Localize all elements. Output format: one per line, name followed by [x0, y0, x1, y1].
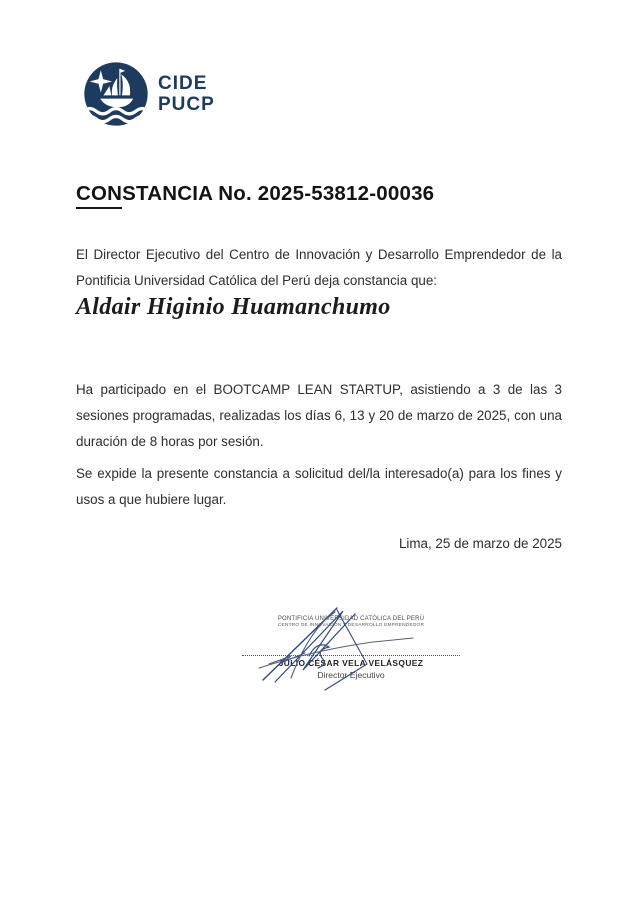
logo-line1: CIDE [158, 73, 208, 94]
date-line: Lima, 25 de marzo de 2025 [398, 536, 562, 551]
signer-name: JULIO CÉSAR VELA VELÁSQUEZ [278, 658, 424, 668]
title-rest: STANCIA No. 2025-53812-00036 [122, 182, 435, 205]
title-underlined-part: CON [76, 182, 122, 209]
signer-title: Director Ejecutivo [317, 670, 385, 680]
logo-line2: PUCP [158, 94, 215, 115]
stamp-line-1: PONTIFICIA UNIVERSIDAD CATÓLICA DEL PERÚ [277, 616, 425, 622]
intro-paragraph: El Director Ejecutivo del Centro de Innovación y Desarrollo Emprendedor de la Pontificia Universidad Católica del Perú deja constancia que: [76, 247, 562, 289]
cide-pucp-logo [83, 61, 215, 127]
signature-space [238, 628, 464, 655]
signature-block [238, 616, 464, 680]
closing-paragraph: Se expide la presente constancia a solicitud del/la interesado(a) para los fines y usos a que hubiere lugar. [76, 466, 562, 508]
stamp-line-2: CENTRO DE INNOVACIÓN Y DESARROLLO EMPRENDEDOR [277, 623, 425, 628]
body-paragraph: Ha participado en el BOOTCAMP LEAN STARTUP, asistiendo a 3 de las 3 sesiones programadas, realizadas los días 6, 13 y 20 de marzo de 2025, con una duración de 8 horas por sesión. [76, 382, 562, 450]
logo-wordmark [158, 73, 215, 115]
ship-star-logo-icon [83, 61, 149, 127]
signature-dotted-line [242, 655, 460, 656]
recipient-name: Aldair Higinio Huamanchumo [76, 294, 391, 320]
document-title [76, 182, 576, 206]
